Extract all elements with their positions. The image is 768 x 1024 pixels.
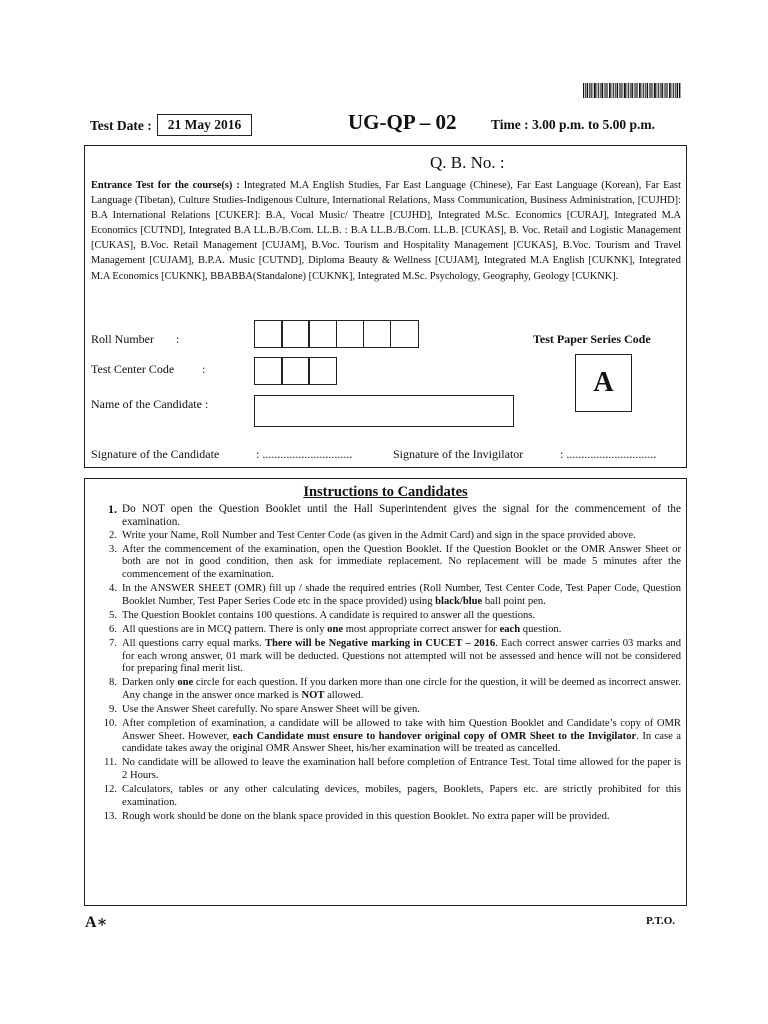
roll-number-boxes[interactable] (254, 320, 417, 348)
instruction-text-bold: one (177, 677, 194, 689)
instruction-text-bold: each Candidate must ensure to handover original copy of OMR Sheet to the Invigilator (232, 730, 637, 742)
please-turn-over: P.T.O. (646, 915, 676, 927)
instruction-number: 10. (103, 718, 117, 729)
test-date-value: 21 May 2016 (157, 114, 252, 136)
roll-number-cell[interactable] (390, 320, 419, 348)
instruction-text: Do NOT open the Question Booklet until the Hall Superintendent gives the signal for the commencement of the examination. (122, 503, 681, 528)
instruction-item (96, 530, 681, 543)
course-names: Integrated M.A English Studies, Far East Language (Chinese), Far East Language (Korean), Far East Language (Tibetan), Culture Studies-Indigenous Culture, International Relations, Mass Communication, Business Administration, [CUJHD]: B.A International Relations [CUKER]: B.A, Vocal Music/ Theatre [CUJHD], Integrated M.Sc. Economics [CURAJ], Integrated M.A Economics [CUTND], Integrated B.A LL.B./B.Com. LL.B. : B.A LL.B./B.Com. LL.B. [CUKAS], B. Voc. Retail and Logistic Management [CUKAS], B.Voc. Retail Management [CUJAM], B.Voc. Tourism and Hospitality Management [CUKAS], B.Voc. Tourism and Travel Management [CUJAM], B.P.A. Music [CUTND], Diploma Beauty & Wellness [CUJAM], Integrated M.A English [CUKNK], Integrated M.A Economics [CUKNK], BBABBA(Standalone) [CUKNK], Integrated M.Sc. Psychology, Geography, Geology [CUKNK]. (91, 180, 681, 282)
candidate-signature-line[interactable]: : .............................. (256, 447, 353, 461)
roll-number-cell[interactable] (363, 320, 392, 348)
instruction-text-bold: one (327, 623, 344, 635)
instruction-item (96, 638, 681, 676)
test-center-cell[interactable] (281, 357, 310, 385)
instruction-text-bold: black/blue (435, 595, 483, 607)
instruction-text (122, 638, 681, 676)
instruction-number: 8. (109, 677, 117, 689)
instruction-item (96, 811, 681, 824)
instruction-text: No candidate will be allowed to leave the examination hall before completion of Entrance Test. Total time allowed for the paper is 2 Hours. (122, 757, 681, 781)
roll-number-cell[interactable] (308, 320, 337, 348)
test-paper-series-label: Test Paper Series Code (533, 332, 651, 346)
course-list (91, 178, 681, 284)
instruction-item (96, 544, 681, 582)
instruction-text (122, 677, 681, 702)
instruction-text (122, 583, 681, 608)
instruction-text-part: In the ANSWER SHEET (OMR) fill up / shade the required entries (Roll Number, Test Center Code, Test Paper Code, Question Booklet Number, Test Paper Series Code etc in the space provided) using (122, 583, 681, 607)
roll-number-cell[interactable] (336, 320, 365, 348)
candidate-name-field[interactable] (254, 395, 514, 427)
instruction-text: Rough work should be done on the blank space provided in this question Booklet. No extra paper will be provided. (122, 810, 610, 822)
instruction-text (122, 718, 681, 756)
series-footer-mark: A∗ (85, 914, 108, 931)
test-center-cell[interactable] (308, 357, 337, 385)
instruction-text-part: most appropriate correct answer for (343, 623, 500, 635)
instruction-number: 12. (103, 783, 117, 795)
roll-number-colon: : (176, 332, 180, 346)
instruction-item (96, 583, 681, 608)
instruction-text: Calculators, tables or any other calculating devices, mobiles, pagers, Booklets, Papers etc. are strictly prohibited for this examination. (122, 783, 681, 808)
instruction-number: 1. (108, 502, 117, 516)
instructions-list (96, 503, 681, 825)
instruction-number: 4. (109, 583, 117, 595)
test-center-code-boxes[interactable] (254, 357, 336, 385)
instruction-number: 7. (109, 637, 117, 649)
instruction-number: 11. (104, 757, 117, 769)
question-booklet-number-label: Q. B. No. : (430, 153, 505, 172)
instruction-text (122, 624, 681, 637)
instruction-item (96, 610, 681, 623)
instruction-text-part: . In case a candidate takes away the original OMR Answer Sheet, his/her examination will be treated as cancelled. (122, 730, 681, 755)
instruction-text-part: All questions are in MCQ pattern. There is only (122, 623, 328, 635)
instruction-number: 6. (109, 623, 117, 635)
instruction-text: After the commencement of the examination, open the Question Booklet. If the Question Booklet or the OMR Answer Sheet or both are not in good condition, then ask for immediate replacement. No replacement will be made 5 minutes after the commencement of the examination. (122, 543, 681, 580)
instruction-text-part: All questions carry equal marks. (122, 637, 265, 649)
instruction-text-bold: each (499, 623, 521, 635)
instruction-text-bold: NOT (301, 689, 325, 701)
instruction-text: Write your Name, Roll Number and Test Center Code (as given in the Admit Card) and sign in the space provided above. (122, 529, 636, 541)
instruction-text-bold: There will be Negative marking in CUCET – 2016 (264, 637, 496, 649)
instruction-text: The Question Booklet contains 100 questions. A candidate is required to answer all the questions. (122, 609, 536, 621)
instructions-title: Instructions to Candidates (303, 484, 468, 500)
instruction-item (96, 503, 681, 528)
instruction-text-part: allowed. (324, 689, 364, 701)
instruction-text-part: Darken only (122, 677, 178, 689)
candidate-name-label: Name of the Candidate : (91, 397, 209, 411)
instruction-text-part: circle for each question. If you darken more than one circle for the question, it will be deemed as incorrect answer. Any change in the answer once marked is (122, 677, 682, 701)
instruction-number: 2. (109, 529, 117, 541)
question-paper-code: UG-QP – 02 (348, 110, 457, 134)
instruction-number: 5. (109, 609, 117, 621)
exam-time: Time : 3.00 p.m. to 5.00 p.m. (491, 117, 655, 132)
invigilator-signature-label: Signature of the Invigilator (393, 447, 524, 461)
instruction-text-part: question. (520, 623, 562, 635)
test-center-cell[interactable] (254, 357, 283, 385)
invigilator-signature-line[interactable]: : .............................. (560, 447, 657, 461)
instruction-item (96, 784, 681, 809)
course-lead: Entrance Test for the course(s) : (91, 180, 240, 191)
instruction-item (96, 718, 681, 756)
roll-number-cell[interactable] (281, 320, 310, 348)
instruction-text-part: ball point pen. (482, 595, 546, 607)
instruction-number: 13. (103, 810, 117, 822)
test-date-label: Test Date : (90, 118, 152, 133)
instruction-text-part: After completion of examination, a candidate will be allowed to take with him Question Booklet and Candidate’s copy of OMR Answer Sheet. However, (122, 718, 681, 742)
instruction-item (96, 704, 681, 717)
instruction-item (96, 624, 681, 637)
test-center-code-label: Test Center Code (91, 362, 175, 376)
test-center-code-colon: : (202, 362, 206, 376)
roll-number-label: Roll Number (91, 332, 154, 346)
test-paper-series-value: A (575, 354, 632, 412)
roll-number-cell[interactable] (254, 320, 283, 348)
barcode-image (583, 83, 681, 98)
instruction-text-part: . Each correct answer carries 03 marks and for each wrong answer, 01 mark will be deducted. Questions not attempted will not be assessed and hence will not be considered for preparing final merit list. (122, 637, 681, 675)
instruction-item (96, 677, 681, 702)
instruction-text: Use the Answer Sheet carefully. No spare Answer Sheet will be given. (122, 703, 420, 715)
candidate-signature-label: Signature of the Candidate (91, 447, 220, 461)
instruction-number: 9. (109, 703, 117, 715)
instruction-item (96, 757, 681, 782)
instruction-number: 3. (109, 543, 117, 555)
